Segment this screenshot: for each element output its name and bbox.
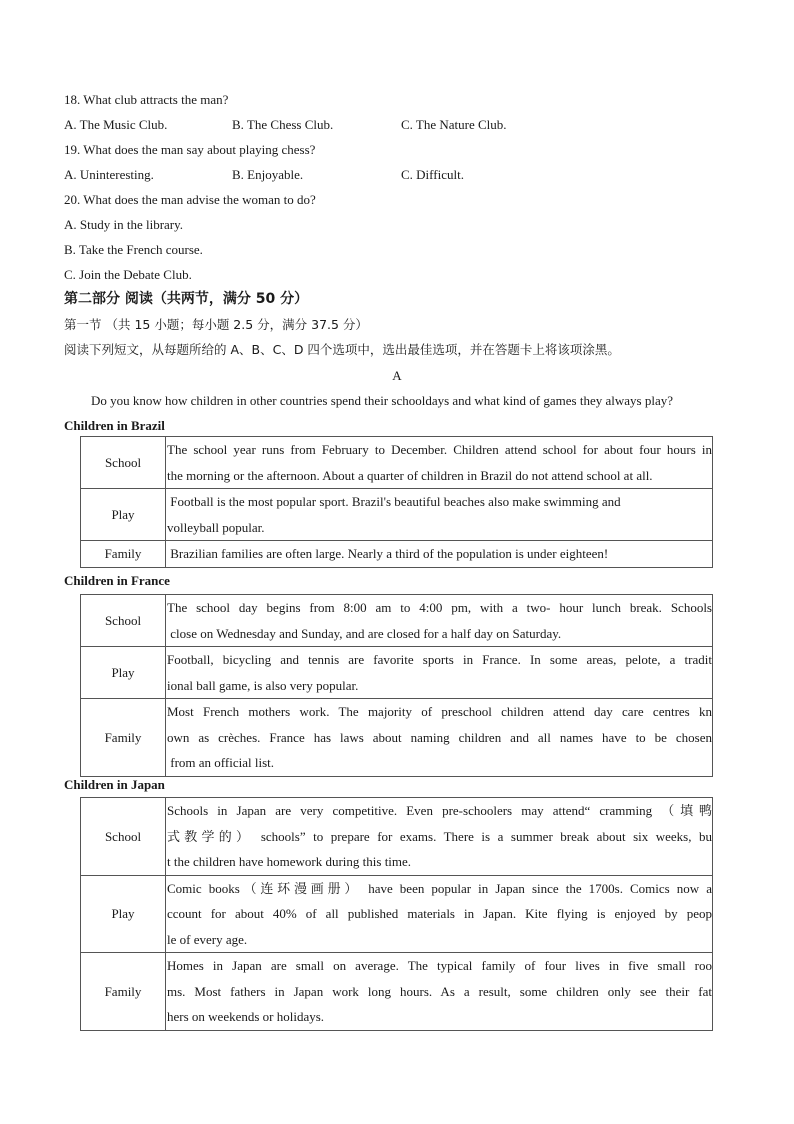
- q19-option-c: C. Difficult.: [401, 167, 464, 182]
- table-row: [81, 798, 713, 876]
- table-row: [81, 437, 713, 489]
- table-row: [81, 953, 713, 1031]
- q18-option-c: C. The Nature Club.: [401, 117, 507, 132]
- section-one-title: 第一节 （共 15 小题；每小题 2.5 分，满分 37.5 分）: [64, 317, 368, 332]
- content-line: t the children have homework during this time.: [167, 854, 412, 869]
- content-line: volleyball popular.: [167, 519, 265, 535]
- content-line: The school day begins from 8:00 am to 4:00 pm, with a two- hour lunch break. Schools: [167, 600, 712, 615]
- table-row: [81, 699, 713, 777]
- passage-letter: A: [392, 368, 402, 383]
- row-label: Play: [81, 489, 166, 541]
- row-label: Family: [81, 953, 166, 1031]
- content-line: Homes in Japan are small on average. The typical family of four lives in five small roo: [167, 958, 712, 973]
- japan-heading: Children in Japan: [64, 777, 165, 792]
- row-label: School: [81, 437, 166, 489]
- question-18: 18. What club attracts the man?: [64, 92, 229, 107]
- row-content: [166, 699, 713, 777]
- content-line: 式教学的） schools” to prepare for exams. There is a summer break about six weeks, bu: [167, 828, 712, 844]
- row-content: [166, 953, 713, 1031]
- content-line: le of every age.: [167, 931, 248, 947]
- row-content: [166, 875, 713, 953]
- row-content: [166, 541, 713, 568]
- table-row: [81, 647, 713, 699]
- q20-option-a: A. Study in the library.: [64, 217, 184, 232]
- content-line: hers on weekends or holidays.: [167, 1009, 325, 1024]
- content-line: from an official list.: [167, 755, 274, 770]
- row-content: [166, 595, 713, 647]
- brazil-table: [80, 436, 713, 568]
- row-label: Family: [81, 699, 166, 777]
- content-line: Comic books（连环漫画册） have been popular in Japan since the 1700s. Comics now a: [167, 880, 712, 896]
- content-line: The school year runs from February to December. Children attend school for about four hours in: [167, 442, 712, 457]
- part-two-title: 第二部分 阅读（共两节，满分 50 分）: [64, 291, 309, 307]
- content-line: ccount for about 40% of all published materials in Japan. Kite flying is enjoyed by peop: [167, 906, 712, 921]
- q20-option-b: B. Take the French course.: [64, 242, 203, 257]
- row-content: [166, 437, 713, 489]
- q20-option-c: C. Join the Debate Club.: [64, 267, 192, 282]
- table-row: [81, 875, 713, 953]
- table-row: [81, 489, 713, 541]
- row-content: [166, 647, 713, 699]
- content-line: ms. Most fathers in Japan work long hours. As a result, some children only see their fat: [167, 983, 712, 999]
- table-row: [81, 541, 713, 568]
- content-line: Most French mothers work. The majority of preschool children attend day care centres kn: [167, 704, 712, 719]
- row-label: Play: [81, 647, 166, 699]
- passage-intro: Do you know how children in other countries spend their schooldays and what kind of games they always play?: [91, 393, 673, 408]
- q19-option-b: B. Enjoyable.: [232, 167, 304, 182]
- france-heading: Children in France: [64, 573, 170, 588]
- q18-option-b: B. The Chess Club.: [232, 117, 334, 132]
- table-row: [81, 595, 713, 647]
- japan-table: [80, 797, 713, 1031]
- q19-option-a: A. Uninteresting.: [64, 167, 154, 182]
- france-table: [80, 594, 713, 777]
- content-line: own as crèches. France has laws about naming children and all names have to be chosen: [167, 729, 712, 745]
- content-line: Schools in Japan are very competitive. Even pre-schoolers may attend“ cramming （填鸭: [167, 803, 712, 818]
- row-label: School: [81, 798, 166, 876]
- content-line: Football, bicycling and tennis are favorite sports in France. In some areas, pelote, a tradit: [167, 652, 712, 667]
- row-content: [166, 489, 713, 541]
- question-19: 19. What does the man say about playing chess?: [64, 142, 316, 157]
- row-label: Play: [81, 875, 166, 953]
- row-label: School: [81, 595, 166, 647]
- content-line: Football is the most popular sport. Brazil's beautiful beaches also make swimming and: [167, 494, 621, 509]
- content-line: close on Wednesday and Sunday, and are closed for a half day on Saturday.: [167, 625, 562, 641]
- brazil-heading: Children in Brazil: [64, 418, 165, 433]
- row-content: [166, 798, 713, 876]
- question-20: 20. What does the man advise the woman to do?: [64, 192, 316, 207]
- content-line: Brazilian families are often large. Nearly a third of the population is under eighteen!: [167, 546, 609, 561]
- content-line: the morning or the afternoon. About a quarter of children in Brazil do not attend school at all.: [167, 467, 653, 483]
- row-label: Family: [81, 541, 166, 568]
- reading-instructions: 阅读下列短文，从每题所给的 A、B、C、D 四个选项中，选出最佳选项，并在答题卡上将该项涂黑。: [64, 342, 620, 357]
- content-line: ional ball game, is also very popular.: [167, 677, 359, 693]
- q18-option-a: A. The Music Club.: [64, 117, 168, 132]
